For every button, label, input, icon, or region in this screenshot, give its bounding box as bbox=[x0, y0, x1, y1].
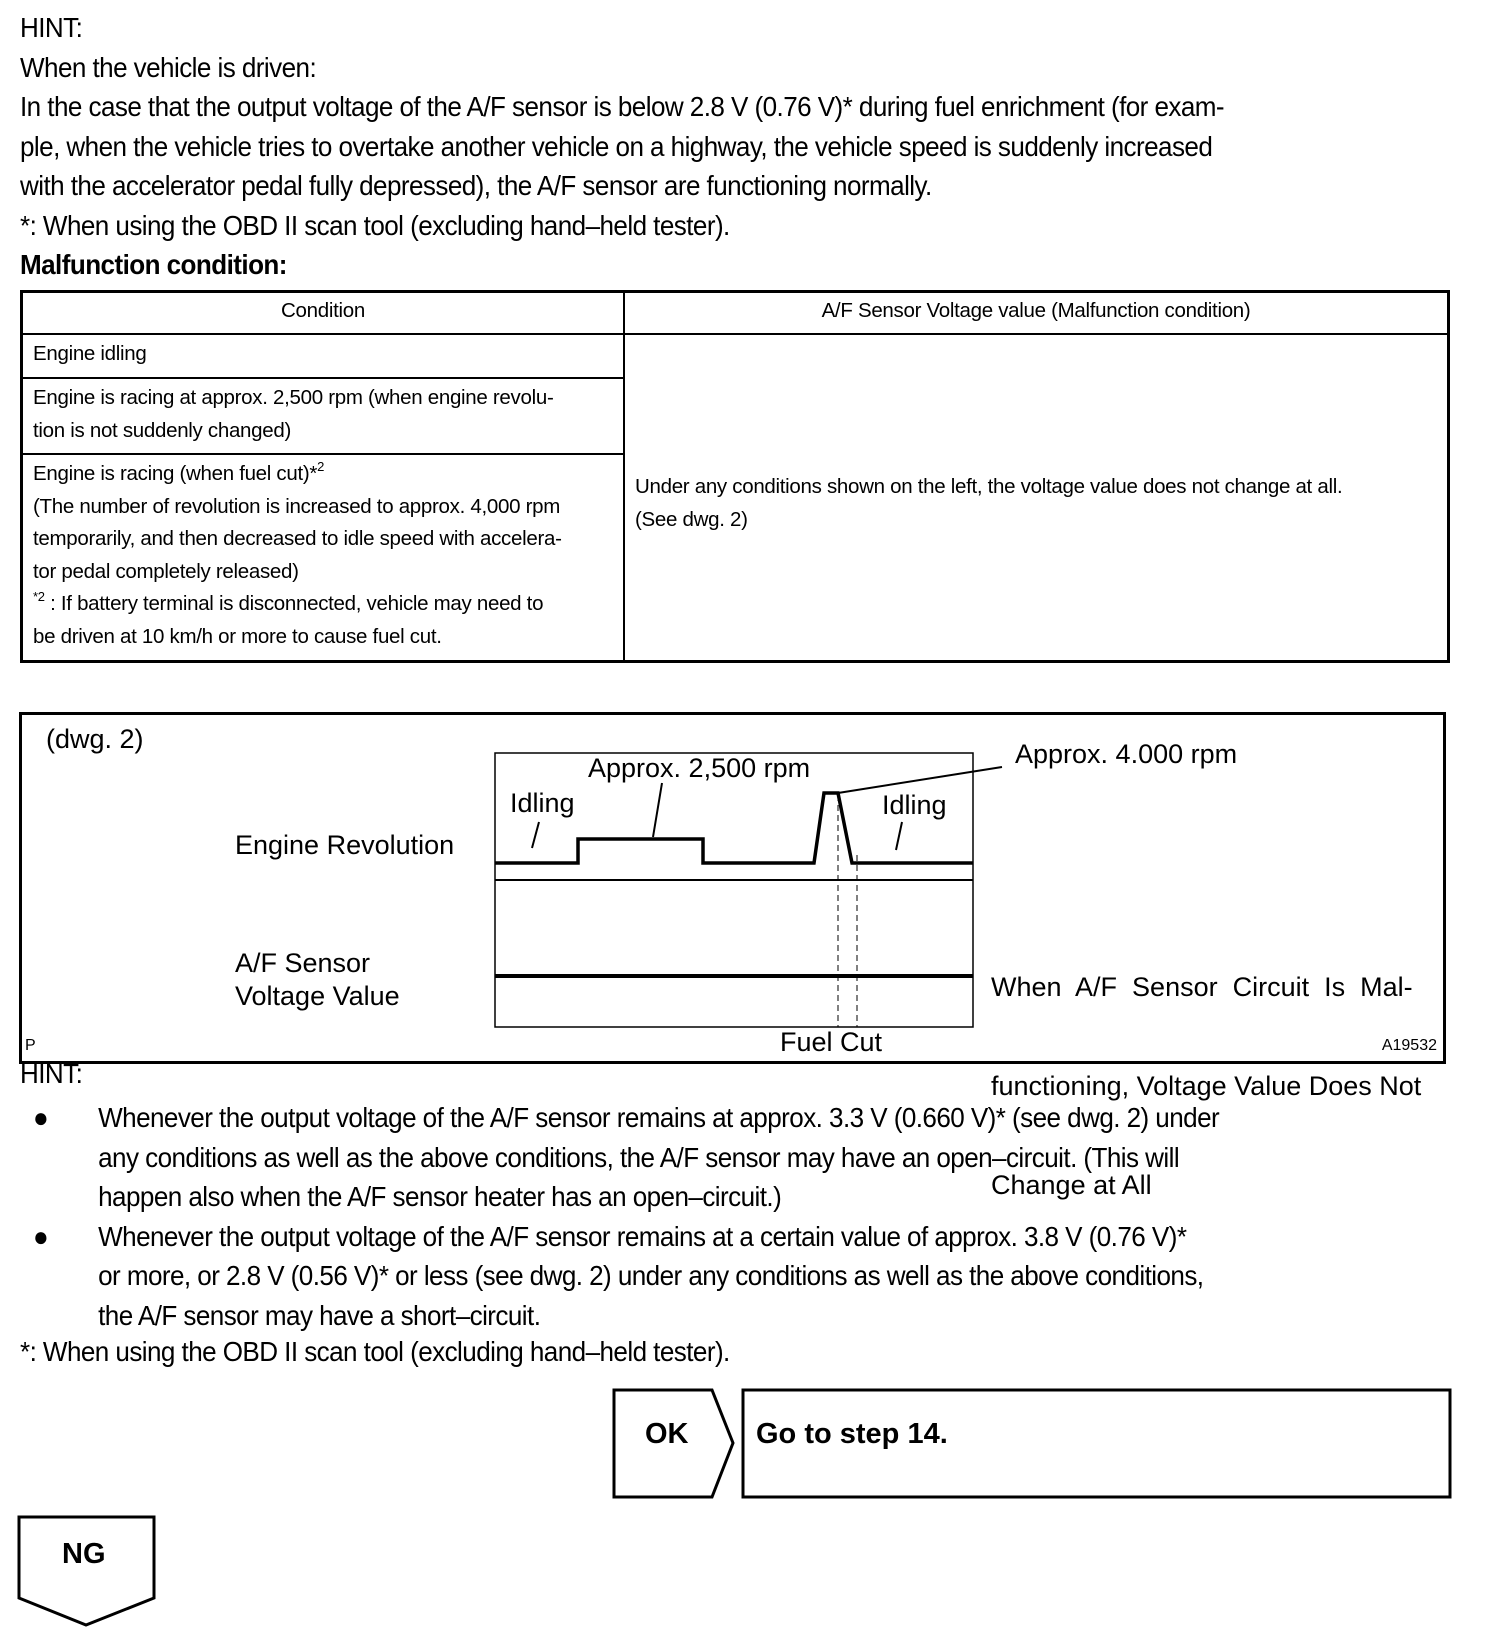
header-divider bbox=[23, 333, 1447, 335]
intro-footnote: *: When using the OBD II scan tool (excluding hand–held tester). bbox=[20, 209, 730, 241]
ng-arrow-icon bbox=[19, 1517, 154, 1625]
bullet-line: happen also when the A/F sensor heater has an open–circuit.) bbox=[98, 1181, 782, 1212]
bullet-line: any conditions as well as the above conditions, the A/F sensor may have an open–circuit. (This will bbox=[98, 1141, 1180, 1173]
condition-line: Engine is racing at approx. 2,500 rpm (when engine revolu- bbox=[33, 386, 554, 409]
hint-label: HINT: bbox=[20, 12, 83, 43]
condition-note: $^{*2}$ : If battery terminal is disconnected, vehicle may need to bbox=[33, 589, 544, 615]
intro-line-3: with the accelerator pedal fully depressed), the A/F sensor are functioning normally. bbox=[20, 170, 932, 201]
engine-revolution-label: Engine Revolution bbox=[235, 830, 455, 860]
table-voltage-value bbox=[635, 471, 1342, 536]
flow-shapes bbox=[0, 1380, 1504, 1646]
row-divider-1 bbox=[23, 377, 623, 379]
approx-4000-label: Approx. 4.000 rpm bbox=[1015, 739, 1238, 769]
idling-right-label: Idling bbox=[882, 790, 947, 820]
bullet-line: the A/F sensor may have a short–circuit. bbox=[98, 1299, 541, 1331]
bullet-icon: ● bbox=[33, 1102, 49, 1133]
bullet-line: Whenever the output voltage of the A/F sensor remains at approx. 3.3 V (0.660 V)* (see dwg. 2) under bbox=[98, 1102, 1220, 1133]
intro-line-2: ple, when the vehicle tries to overtake another vehicle on a highway, the vehicle speed is suddenly increased bbox=[20, 130, 1213, 162]
table-header-voltage: A/F Sensor Voltage value (Malfunction condition) bbox=[821, 299, 1251, 322]
ng-label: NG bbox=[62, 1538, 106, 1570]
drawing-label: (dwg. 2) bbox=[46, 724, 144, 754]
intro-section bbox=[20, 8, 1450, 285]
bullet-item bbox=[20, 1098, 1450, 1217]
malfunction-heading: Malfunction condition: bbox=[20, 249, 287, 280]
value-line: Under any conditions shown on the left, the voltage value does not change at all. bbox=[635, 475, 1343, 498]
condition-title: Engine is racing (when fuel cut)*$^2$ bbox=[33, 459, 325, 485]
ok-label: OK bbox=[645, 1418, 689, 1450]
fuel-cut-label: Fuel Cut bbox=[780, 1027, 883, 1057]
condition-line: tor pedal completely released) bbox=[33, 559, 299, 583]
bullet-icon: ● bbox=[33, 1220, 49, 1252]
column-divider bbox=[623, 293, 625, 660]
table-row-condition bbox=[33, 382, 553, 447]
malfunction-note: When A/F Sensor Circuit Is Mal- functioning, Voltage Value Does Not Change at All bbox=[991, 972, 1422, 1200]
table-row-condition: Engine idling bbox=[33, 342, 147, 365]
hint2-bullets bbox=[20, 1098, 1450, 1335]
hint2-footnote: *: When using the OBD II scan tool (excluding hand–held tester). bbox=[20, 1336, 730, 1367]
malfunction-table bbox=[20, 290, 1450, 663]
condition-note-line: be driven at 10 km/h or more to cause fuel cut. bbox=[33, 624, 442, 648]
intro-line-1: In the case that the output voltage of the A/F sensor is below 2.8 V (0.76 V)* during fuel enrichment (for exam- bbox=[20, 91, 1225, 122]
goto-step-link[interactable]: Go to step 14. bbox=[756, 1418, 948, 1450]
figure-id: A19532 bbox=[1381, 1037, 1437, 1054]
bullet-line: Whenever the output voltage of the A/F sensor remains at a certain value of approx. 3.8 V (0.76 V)* bbox=[98, 1220, 1187, 1252]
driven-label: When the vehicle is driven: bbox=[20, 51, 317, 83]
table-row-condition bbox=[33, 458, 623, 653]
condition-line: tion is not suddenly changed) bbox=[33, 418, 291, 442]
condition-line: (The number of revolution is increased to approx. 4,000 rpm bbox=[33, 494, 560, 518]
table-header-condition: Condition bbox=[281, 299, 365, 322]
approx-2500-label: Approx. 2,500 rpm bbox=[588, 753, 811, 783]
hint2-label: HINT: bbox=[20, 1058, 83, 1089]
corner-label: P bbox=[25, 1037, 36, 1054]
bullet-line: or more, or 2.8 V (0.56 V)* or less (see dwg. 2) under any conditions as well as the above conditions, bbox=[98, 1260, 1204, 1291]
bullet-item bbox=[20, 1217, 1450, 1336]
value-line: (See dwg. 2) bbox=[635, 507, 748, 531]
condition-line: temporarily, and then decreased to idle speed with accelera- bbox=[33, 527, 562, 550]
sensor-label: A/F Sensor Voltage Value bbox=[235, 948, 400, 1011]
idling-left-label: Idling bbox=[510, 788, 575, 818]
row-divider-2 bbox=[23, 453, 623, 455]
